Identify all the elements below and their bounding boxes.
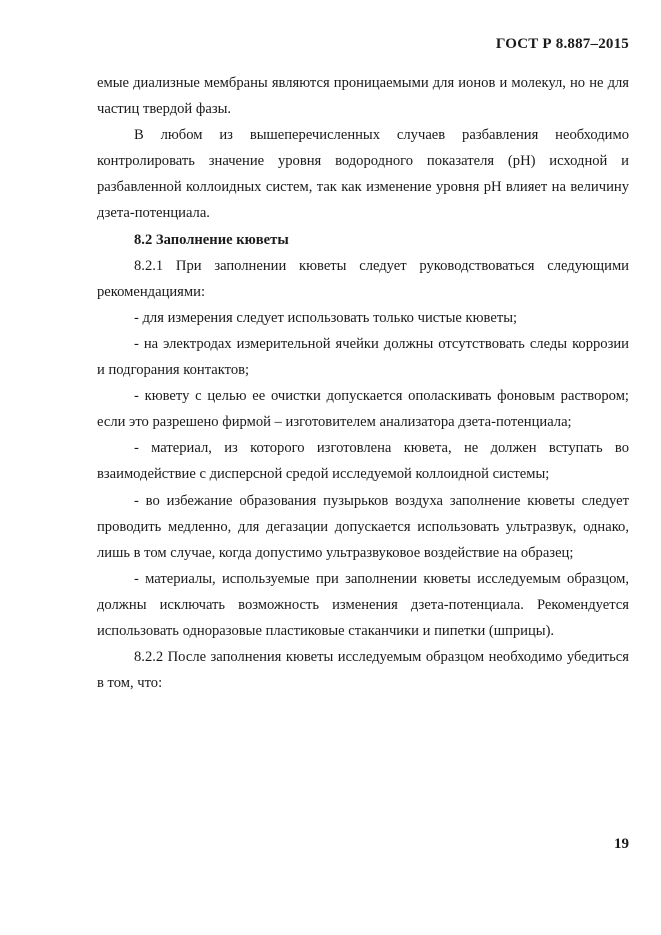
- document-header: ГОСТ Р 8.887–2015: [495, 36, 629, 52]
- section-heading: 8.2 Заполнение кюветы: [134, 231, 289, 248]
- paragraph-8-2-2: 8.2.2 После заполнения кюветы исследуемым образцом необходимо убедиться в том, что:: [97, 649, 629, 692]
- list-item: - кювету с целью ее очистки допускается ополаскивать фоновым раствором; если это разрешено фирмой – изготовителем анализатора дзета-потенциала;: [97, 388, 629, 431]
- list-item: - материал, из которого изготовлена кювета, не должен вступать во взаимодействие с дисперсной средой исследуемой коллоидной системы;: [97, 440, 629, 483]
- paragraph-dilution: В любом из вышеперечисленных случаев разбавления необходимо контролировать значение уровня водородного показателя (рН) исходной и разбавленной коллоидных систем, так как изменение уровня рН влияет на величину дзета-потенциала.: [97, 127, 629, 222]
- paragraph-continuation: емые диализные мембраны являются проницаемыми для ионов и молекул, но не для частиц твердой фазы.: [97, 75, 629, 118]
- list-item: - на электродах измерительной ячейки должны отсутствовать следы коррозии и подгорания контактов;: [97, 335, 629, 379]
- list-item: - во избежание образования пузырьков воздуха заполнение кюветы следует проводить медленно, для дегазации допускается использовать ультразвук, однако, лишь в том случае, когда допустимо ультразвуковое воздействие на образец;: [97, 492, 629, 561]
- page-number: 19: [614, 836, 629, 852]
- list-item: - материалы, используемые при заполнении кюветы исследуемым образцом, должны исключать возможность изменения дзета-потенциала. Рекомендуется использовать одноразовые пластиковые стаканчики и пипетки (шприцы).: [97, 570, 629, 639]
- document-body: [97, 70, 629, 696]
- list-item: - для измерения следует использовать только чистые кюветы;: [134, 309, 518, 326]
- paragraph-8-2-1: 8.2.1 При заполнении кюветы следует руководствоваться следующими рекомендациями:: [97, 257, 629, 300]
